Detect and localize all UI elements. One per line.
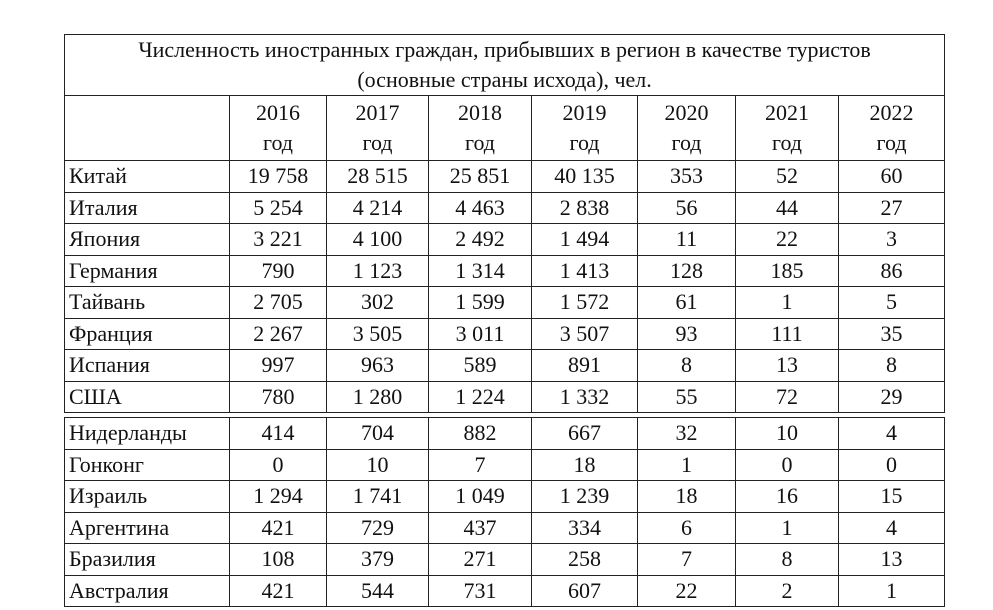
value-cell: 1 239 xyxy=(532,481,638,513)
value-cell: 353 xyxy=(638,161,736,193)
table-row xyxy=(65,449,945,481)
value-cell: 4 463 xyxy=(429,192,532,224)
value-cell: 302 xyxy=(327,287,429,319)
value-cell: 0 xyxy=(230,449,327,481)
country-cell: Бразилия xyxy=(65,544,230,576)
country-cell: Испания xyxy=(65,350,230,382)
value-cell: 1 xyxy=(638,449,736,481)
value-cell: 15 xyxy=(839,481,945,513)
year-label: 2020 xyxy=(664,100,709,125)
country-cell: США xyxy=(65,381,230,413)
country-cell: Австралия xyxy=(65,575,230,607)
value-cell: 4 xyxy=(839,512,945,544)
value-cell: 61 xyxy=(638,287,736,319)
table-row xyxy=(65,418,945,450)
value-cell: 185 xyxy=(736,255,839,287)
year-unit: год xyxy=(771,130,803,155)
value-cell: 1 599 xyxy=(429,287,532,319)
year-label: 2016 xyxy=(256,100,300,125)
value-cell: 13 xyxy=(736,350,839,382)
country-cell: Китай xyxy=(65,161,230,193)
tourist-table-part1 xyxy=(64,34,945,413)
value-cell: 437 xyxy=(429,512,532,544)
value-cell: 258 xyxy=(532,544,638,576)
value-cell: 1 280 xyxy=(327,381,429,413)
value-cell: 1 xyxy=(736,512,839,544)
value-cell: 10 xyxy=(736,418,839,450)
value-cell: 8 xyxy=(839,350,945,382)
value-cell: 22 xyxy=(638,575,736,607)
table-row xyxy=(65,544,945,576)
value-cell: 1 494 xyxy=(532,224,638,256)
value-cell: 379 xyxy=(327,544,429,576)
country-cell: Италия xyxy=(65,192,230,224)
value-cell: 1 332 xyxy=(532,381,638,413)
value-cell: 2 838 xyxy=(532,192,638,224)
country-cell: Япония xyxy=(65,224,230,256)
year-unit: год xyxy=(569,130,600,155)
value-cell: 7 xyxy=(429,449,532,481)
value-cell: 7 xyxy=(638,544,736,576)
value-cell: 607 xyxy=(532,575,638,607)
value-cell: 32 xyxy=(638,418,736,450)
value-cell: 8 xyxy=(736,544,839,576)
value-cell: 891 xyxy=(532,350,638,382)
table-row xyxy=(65,255,945,287)
value-cell: 4 100 xyxy=(327,224,429,256)
value-cell: 780 xyxy=(230,381,327,413)
value-cell: 3 221 xyxy=(230,224,327,256)
value-cell: 8 xyxy=(638,350,736,382)
value-cell: 1 572 xyxy=(532,287,638,319)
header-row xyxy=(65,96,945,161)
country-cell: Тайвань xyxy=(65,287,230,319)
year-label: 2021 xyxy=(765,100,809,125)
value-cell: 3 505 xyxy=(327,318,429,350)
value-cell: 0 xyxy=(736,449,839,481)
country-cell: Аргентина xyxy=(65,512,230,544)
tourist-table-part2 xyxy=(64,417,945,607)
value-cell: 52 xyxy=(736,161,839,193)
value-cell: 18 xyxy=(532,449,638,481)
value-cell: 1 314 xyxy=(429,255,532,287)
year-header-cell xyxy=(230,96,327,161)
value-cell: 589 xyxy=(429,350,532,382)
value-cell: 421 xyxy=(230,575,327,607)
value-cell: 544 xyxy=(327,575,429,607)
country-cell: Израиль xyxy=(65,481,230,513)
year-unit: год xyxy=(262,130,294,155)
table-row xyxy=(65,350,945,382)
value-cell: 28 515 xyxy=(327,161,429,193)
value-cell: 18 xyxy=(638,481,736,513)
value-cell: 790 xyxy=(230,255,327,287)
value-cell: 16 xyxy=(736,481,839,513)
title-line-2: (основные страны исхода), чел. xyxy=(357,67,652,92)
value-cell: 29 xyxy=(839,381,945,413)
table-title xyxy=(65,35,945,96)
year-unit: год xyxy=(362,130,393,155)
value-cell: 414 xyxy=(230,418,327,450)
year-header-cell xyxy=(638,96,736,161)
country-cell: Нидерланды xyxy=(65,418,230,450)
value-cell: 1 224 xyxy=(429,381,532,413)
value-cell: 1 294 xyxy=(230,481,327,513)
value-cell: 6 xyxy=(638,512,736,544)
value-cell: 111 xyxy=(736,318,839,350)
year-header-cell xyxy=(532,96,638,161)
value-cell: 997 xyxy=(230,350,327,382)
value-cell: 35 xyxy=(839,318,945,350)
value-cell: 72 xyxy=(736,381,839,413)
value-cell: 963 xyxy=(327,350,429,382)
value-cell: 44 xyxy=(736,192,839,224)
value-cell: 40 135 xyxy=(532,161,638,193)
table-row xyxy=(65,381,945,413)
value-cell: 5 254 xyxy=(230,192,327,224)
value-cell: 2 492 xyxy=(429,224,532,256)
table-row xyxy=(65,512,945,544)
value-cell: 1 413 xyxy=(532,255,638,287)
value-cell: 11 xyxy=(638,224,736,256)
year-label: 2022 xyxy=(869,100,914,125)
year-unit: год xyxy=(876,130,907,155)
value-cell: 60 xyxy=(839,161,945,193)
value-cell: 56 xyxy=(638,192,736,224)
country-cell: Гонконг xyxy=(65,449,230,481)
value-cell: 2 705 xyxy=(230,287,327,319)
value-cell: 19 758 xyxy=(230,161,327,193)
value-cell: 108 xyxy=(230,544,327,576)
year-header-cell xyxy=(839,96,945,161)
value-cell: 2 xyxy=(736,575,839,607)
value-cell: 731 xyxy=(429,575,532,607)
value-cell: 882 xyxy=(429,418,532,450)
year-header-cell xyxy=(736,96,839,161)
year-unit: год xyxy=(671,130,702,155)
value-cell: 3 011 xyxy=(429,318,532,350)
value-cell: 4 xyxy=(839,418,945,450)
value-cell: 128 xyxy=(638,255,736,287)
value-cell: 93 xyxy=(638,318,736,350)
table-row xyxy=(65,287,945,319)
year-label: 2019 xyxy=(562,100,607,125)
value-cell: 667 xyxy=(532,418,638,450)
table-row xyxy=(65,318,945,350)
year-label: 2018 xyxy=(458,100,502,125)
value-cell: 704 xyxy=(327,418,429,450)
value-cell: 86 xyxy=(839,255,945,287)
value-cell: 55 xyxy=(638,381,736,413)
value-cell: 5 xyxy=(839,287,945,319)
value-cell: 1 xyxy=(839,575,945,607)
year-unit: год xyxy=(464,130,496,155)
value-cell: 271 xyxy=(429,544,532,576)
value-cell: 3 507 xyxy=(532,318,638,350)
table-row xyxy=(65,575,945,607)
value-cell: 1 123 xyxy=(327,255,429,287)
value-cell: 27 xyxy=(839,192,945,224)
value-cell: 2 267 xyxy=(230,318,327,350)
header-corner-cell xyxy=(65,96,230,161)
value-cell: 334 xyxy=(532,512,638,544)
value-cell: 1 741 xyxy=(327,481,429,513)
value-cell: 1 049 xyxy=(429,481,532,513)
year-header-cell xyxy=(327,96,429,161)
table-row xyxy=(65,481,945,513)
title-line-1: Численность иностранных граждан, прибывших в регион в качестве туристов xyxy=(138,37,871,62)
value-cell: 1 xyxy=(736,287,839,319)
value-cell: 22 xyxy=(736,224,839,256)
year-header-cell xyxy=(429,96,532,161)
country-cell: Франция xyxy=(65,318,230,350)
value-cell: 25 851 xyxy=(429,161,532,193)
country-cell: Германия xyxy=(65,255,230,287)
table-row xyxy=(65,224,945,256)
value-cell: 421 xyxy=(230,512,327,544)
value-cell: 729 xyxy=(327,512,429,544)
table-row xyxy=(65,161,945,193)
table-row xyxy=(65,192,945,224)
value-cell: 4 214 xyxy=(327,192,429,224)
value-cell: 0 xyxy=(839,449,945,481)
year-label: 2017 xyxy=(355,100,400,125)
value-cell: 3 xyxy=(839,224,945,256)
value-cell: 10 xyxy=(327,449,429,481)
value-cell: 13 xyxy=(839,544,945,576)
